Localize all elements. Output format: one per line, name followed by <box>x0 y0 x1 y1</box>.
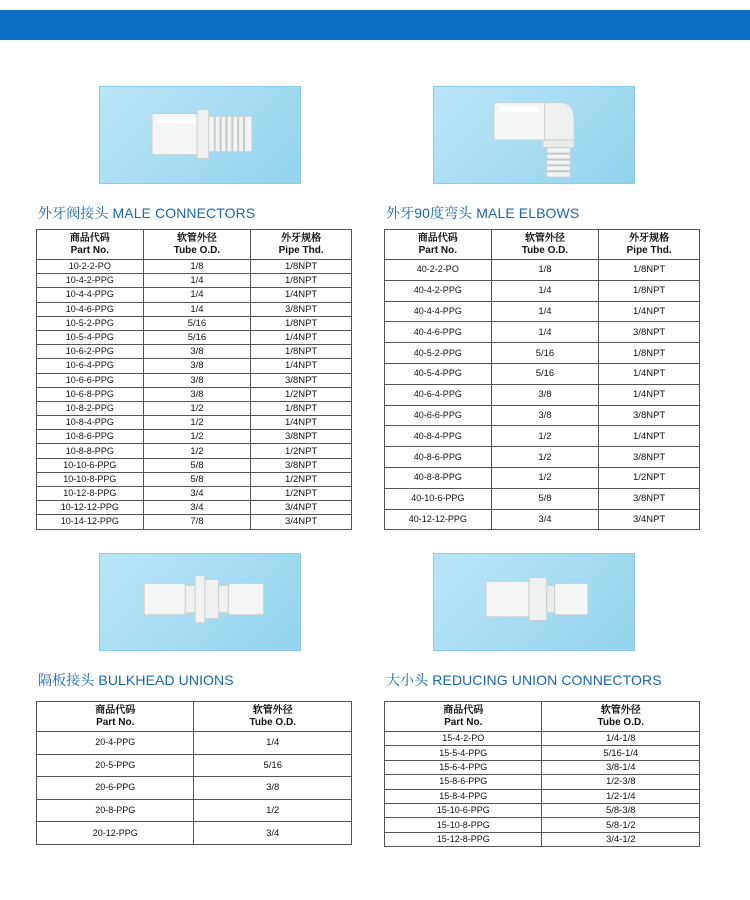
table-row <box>37 501 352 515</box>
tube-od-cell: 3/4 <box>143 487 251 501</box>
part-no-cell: 10-8-2-PPG <box>37 401 144 415</box>
pipe-thd-cell: 3/8NPT <box>599 447 700 468</box>
table-row <box>385 447 700 468</box>
pipe-thd-cell: 1/2NPT <box>251 472 352 486</box>
part-no-cell: 10-4-2-PPG <box>37 274 144 288</box>
tube-od-cell: 1/2 <box>491 467 599 488</box>
table-row <box>37 345 352 359</box>
part-no-cell: 10-6-8-PPG <box>37 387 144 401</box>
section-title-male-elbows: 外牙90度弯头 MALE ELBOWS <box>386 205 580 221</box>
tube-od-cell: 1/2 <box>491 447 599 468</box>
male-elbows-table-body <box>385 260 700 530</box>
part-no-cell: 15-10-6-PPG <box>385 803 542 817</box>
part-no-cell: 15-8-4-PPG <box>385 789 542 803</box>
part-no-cell: 10-8-6-PPG <box>37 430 144 444</box>
table-row <box>37 330 352 344</box>
tube-od-cell: 3/4-1/2 <box>542 832 700 846</box>
table-row <box>37 444 352 458</box>
part-no-cell: 40-8-8-PPG <box>385 467 492 488</box>
table-row <box>385 343 700 364</box>
section-title-male-connectors: 外牙阀接头 MALE CONNECTORS <box>38 205 256 221</box>
pipe-thd-cell: 1/8NPT <box>251 274 352 288</box>
tube-od-cell: 3/8-1/4 <box>542 760 700 774</box>
pipe-thd-cell: 1/8NPT <box>251 401 352 415</box>
table-row <box>385 818 700 832</box>
tube-od-cell: 3/4 <box>491 509 599 530</box>
table-row <box>37 487 352 501</box>
table-header-row <box>37 702 352 732</box>
part-no-cell: 40-6-6-PPG <box>385 405 492 426</box>
part-no-cell: 10-10-6-PPG <box>37 458 144 472</box>
pipe-thd-cell: 3/8NPT <box>251 373 352 387</box>
tube-od-cell: 3/8 <box>194 777 352 800</box>
pipe-thd-cell: 3/4NPT <box>599 509 700 530</box>
table-row <box>37 515 352 529</box>
column-header-tube-od: 软管外径 Tube O.D. <box>143 230 251 260</box>
table-row <box>37 822 352 845</box>
section-title-bulkhead-unions: 隔板接头 BULKHEAD UNIONS <box>38 672 234 688</box>
part-no-cell: 10-5-2-PPG <box>37 316 144 330</box>
tube-od-cell: 1/4 <box>491 280 599 301</box>
tube-od-cell: 5/8 <box>491 488 599 509</box>
tube-od-cell: 5/8-3/8 <box>542 803 700 817</box>
tube-od-cell: 3/8 <box>491 405 599 426</box>
tube-od-cell: 5/16 <box>143 316 251 330</box>
male-elbow-photo <box>433 86 635 184</box>
table-row <box>385 280 700 301</box>
table-row <box>385 384 700 405</box>
bulkhead-union-fitting-icon <box>100 554 300 650</box>
table-row <box>385 405 700 426</box>
table-row <box>385 363 700 384</box>
male-connector-photo <box>99 86 301 184</box>
tube-od-cell: 1/2 <box>491 426 599 447</box>
tube-od-cell: 3/4 <box>143 501 251 515</box>
part-no-cell: 10-6-6-PPG <box>37 373 144 387</box>
tube-od-cell: 1/2 <box>143 401 251 415</box>
column-header-tube-od: 软管外径 Tube O.D. <box>542 702 700 732</box>
table-row <box>37 401 352 415</box>
part-no-cell: 15-5-4-PPG <box>385 746 542 760</box>
part-no-cell: 40-5-2-PPG <box>385 343 492 364</box>
bulkhead-unions-table <box>36 701 352 845</box>
part-no-cell: 40-4-6-PPG <box>385 322 492 343</box>
tube-od-cell: 1/8 <box>491 260 599 281</box>
column-header-part-no: 商品代码 Part No. <box>37 702 194 732</box>
pipe-thd-cell: 3/8NPT <box>251 302 352 316</box>
reducing-unions-table <box>384 701 700 847</box>
pipe-thd-cell: 1/4NPT <box>251 288 352 302</box>
header-bar <box>0 10 750 40</box>
tube-od-cell: 3/8 <box>143 359 251 373</box>
part-no-cell: 15-12-8-PPG <box>385 832 542 846</box>
tube-od-cell: 1/2 <box>143 416 251 430</box>
table-row <box>385 467 700 488</box>
tube-od-cell: 1/4 <box>143 302 251 316</box>
part-no-cell: 15-8-6-PPG <box>385 775 542 789</box>
part-no-cell: 10-2-2-PO <box>37 260 144 274</box>
table-row <box>385 760 700 774</box>
table-row <box>37 416 352 430</box>
tube-od-cell: 5/16 <box>491 363 599 384</box>
male-connectors-table <box>36 229 352 530</box>
column-header-part-no: 商品代码 Part No. <box>385 702 542 732</box>
part-no-cell: 10-10-8-PPG <box>37 472 144 486</box>
table-row <box>37 777 352 800</box>
pipe-thd-cell: 1/4NPT <box>599 384 700 405</box>
bulkhead-union-photo <box>99 553 301 651</box>
table-row <box>385 775 700 789</box>
pipe-thd-cell: 3/8NPT <box>251 430 352 444</box>
bulkhead-unions-table-body <box>37 732 352 845</box>
tube-od-cell: 1/8 <box>143 260 251 274</box>
section-title-reducing-unions: 大小头 REDUCING UNION CONNECTORS <box>386 672 662 688</box>
part-no-cell: 10-5-4-PPG <box>37 330 144 344</box>
table-row <box>385 301 700 322</box>
pipe-thd-cell: 1/4NPT <box>251 359 352 373</box>
part-no-cell: 20-6-PPG <box>37 777 194 800</box>
table-row <box>37 732 352 755</box>
tube-od-cell: 3/8 <box>143 373 251 387</box>
tube-od-cell: 3/8 <box>491 384 599 405</box>
table-row <box>385 832 700 846</box>
tube-od-cell: 1/4 <box>491 301 599 322</box>
tube-od-cell: 5/8 <box>143 472 251 486</box>
column-header-tube-od: 软管外径 Tube O.D. <box>491 230 599 260</box>
table-row <box>37 302 352 316</box>
reducing-unions-table-body <box>385 732 700 847</box>
pipe-thd-cell: 1/4NPT <box>599 301 700 322</box>
tube-od-cell: 1/2 <box>143 430 251 444</box>
table-row <box>385 322 700 343</box>
tube-od-cell: 5/16-1/4 <box>542 746 700 760</box>
tube-od-cell: 5/8-1/2 <box>542 818 700 832</box>
part-no-cell: 40-2-2-PO <box>385 260 492 281</box>
pipe-thd-cell: 3/8NPT <box>599 322 700 343</box>
pipe-thd-cell: 1/8NPT <box>599 260 700 281</box>
table-row <box>385 789 700 803</box>
part-no-cell: 10-6-4-PPG <box>37 359 144 373</box>
part-no-cell: 20-8-PPG <box>37 799 194 822</box>
pipe-thd-cell: 3/8NPT <box>599 488 700 509</box>
table-header-row <box>385 230 700 260</box>
part-no-cell: 10-4-6-PPG <box>37 302 144 316</box>
table-row <box>37 288 352 302</box>
table-header-row <box>37 230 352 260</box>
tube-od-cell: 1/2 <box>143 444 251 458</box>
part-no-cell: 40-4-2-PPG <box>385 280 492 301</box>
table-row <box>385 803 700 817</box>
part-no-cell: 40-8-6-PPG <box>385 447 492 468</box>
tube-od-cell: 1/4 <box>143 274 251 288</box>
tube-od-cell: 1/2-3/8 <box>542 775 700 789</box>
part-no-cell: 10-4-4-PPG <box>37 288 144 302</box>
column-header-part-no: 商品代码 Part No. <box>37 230 144 260</box>
part-no-cell: 10-8-8-PPG <box>37 444 144 458</box>
pipe-thd-cell: 3/8NPT <box>599 405 700 426</box>
pipe-thd-cell: 1/8NPT <box>251 345 352 359</box>
pipe-thd-cell: 1/8NPT <box>599 280 700 301</box>
tube-od-cell: 1/2 <box>194 799 352 822</box>
table-row <box>37 472 352 486</box>
part-no-cell: 10-12-8-PPG <box>37 487 144 501</box>
part-no-cell: 10-8-4-PPG <box>37 416 144 430</box>
part-no-cell: 10-12-12-PPG <box>37 501 144 515</box>
tube-od-cell: 3/4 <box>194 822 352 845</box>
tube-od-cell: 5/8 <box>143 458 251 472</box>
part-no-cell: 40-10-6-PPG <box>385 488 492 509</box>
pipe-thd-cell: 1/4NPT <box>251 416 352 430</box>
table-row <box>37 316 352 330</box>
tube-od-cell: 1/4 <box>143 288 251 302</box>
tube-od-cell: 1/4-1/8 <box>542 732 700 746</box>
pipe-thd-cell: 1/8NPT <box>251 260 352 274</box>
pipe-thd-cell: 1/2NPT <box>599 467 700 488</box>
pipe-thd-cell: 1/4NPT <box>599 363 700 384</box>
part-no-cell: 15-6-4-PPG <box>385 760 542 774</box>
tube-od-cell: 1/4 <box>194 732 352 755</box>
table-row <box>37 387 352 401</box>
tube-od-cell: 7/8 <box>143 515 251 529</box>
table-row <box>385 732 700 746</box>
table-row <box>37 430 352 444</box>
column-header-tube-od: 软管外径 Tube O.D. <box>194 702 352 732</box>
table-row <box>37 373 352 387</box>
tube-od-cell: 5/16 <box>143 330 251 344</box>
part-no-cell: 20-5-PPG <box>37 754 194 777</box>
tube-od-cell: 5/16 <box>491 343 599 364</box>
male-connector-fitting-icon <box>100 87 300 183</box>
table-row <box>385 746 700 760</box>
part-no-cell: 15-4-2-PO <box>385 732 542 746</box>
table-row <box>385 260 700 281</box>
table-row <box>37 799 352 822</box>
tube-od-cell: 3/8 <box>143 387 251 401</box>
pipe-thd-cell: 1/4NPT <box>251 330 352 344</box>
part-no-cell: 40-8-4-PPG <box>385 426 492 447</box>
part-no-cell: 20-12-PPG <box>37 822 194 845</box>
pipe-thd-cell: 1/8NPT <box>599 343 700 364</box>
table-row <box>37 274 352 288</box>
pipe-thd-cell: 3/8NPT <box>251 458 352 472</box>
tube-od-cell: 1/2-1/4 <box>542 789 700 803</box>
pipe-thd-cell: 1/2NPT <box>251 487 352 501</box>
part-no-cell: 40-6-4-PPG <box>385 384 492 405</box>
table-row <box>37 359 352 373</box>
pipe-thd-cell: 3/4NPT <box>251 515 352 529</box>
pipe-thd-cell: 1/2NPT <box>251 444 352 458</box>
table-row <box>385 426 700 447</box>
male-elbow-fitting-icon <box>434 87 634 183</box>
part-no-cell: 40-12-12-PPG <box>385 509 492 530</box>
column-header-pipe-thd: 外牙规格 Pipe Thd. <box>599 230 700 260</box>
part-no-cell: 10-14-12-PPG <box>37 515 144 529</box>
male-elbows-table <box>384 229 700 530</box>
pipe-thd-cell: 1/4NPT <box>599 426 700 447</box>
part-no-cell: 10-6-2-PPG <box>37 345 144 359</box>
reducing-union-photo <box>433 553 635 651</box>
table-row <box>37 754 352 777</box>
part-no-cell: 40-5-4-PPG <box>385 363 492 384</box>
tube-od-cell: 1/4 <box>491 322 599 343</box>
table-header-row <box>385 702 700 732</box>
pipe-thd-cell: 1/8NPT <box>251 316 352 330</box>
tube-od-cell: 3/8 <box>143 345 251 359</box>
part-no-cell: 15-10-8-PPG <box>385 818 542 832</box>
table-row <box>37 260 352 274</box>
table-row <box>385 488 700 509</box>
reducing-union-fitting-icon <box>434 554 634 650</box>
male-connectors-table-body <box>37 260 352 530</box>
tube-od-cell: 5/16 <box>194 754 352 777</box>
table-row <box>37 458 352 472</box>
part-no-cell: 20-4-PPG <box>37 732 194 755</box>
part-no-cell: 40-4-4-PPG <box>385 301 492 322</box>
column-header-part-no: 商品代码 Part No. <box>385 230 492 260</box>
pipe-thd-cell: 3/4NPT <box>251 501 352 515</box>
column-header-pipe-thd: 外牙规格 Pipe Thd. <box>251 230 352 260</box>
table-row <box>385 509 700 530</box>
pipe-thd-cell: 1/2NPT <box>251 387 352 401</box>
